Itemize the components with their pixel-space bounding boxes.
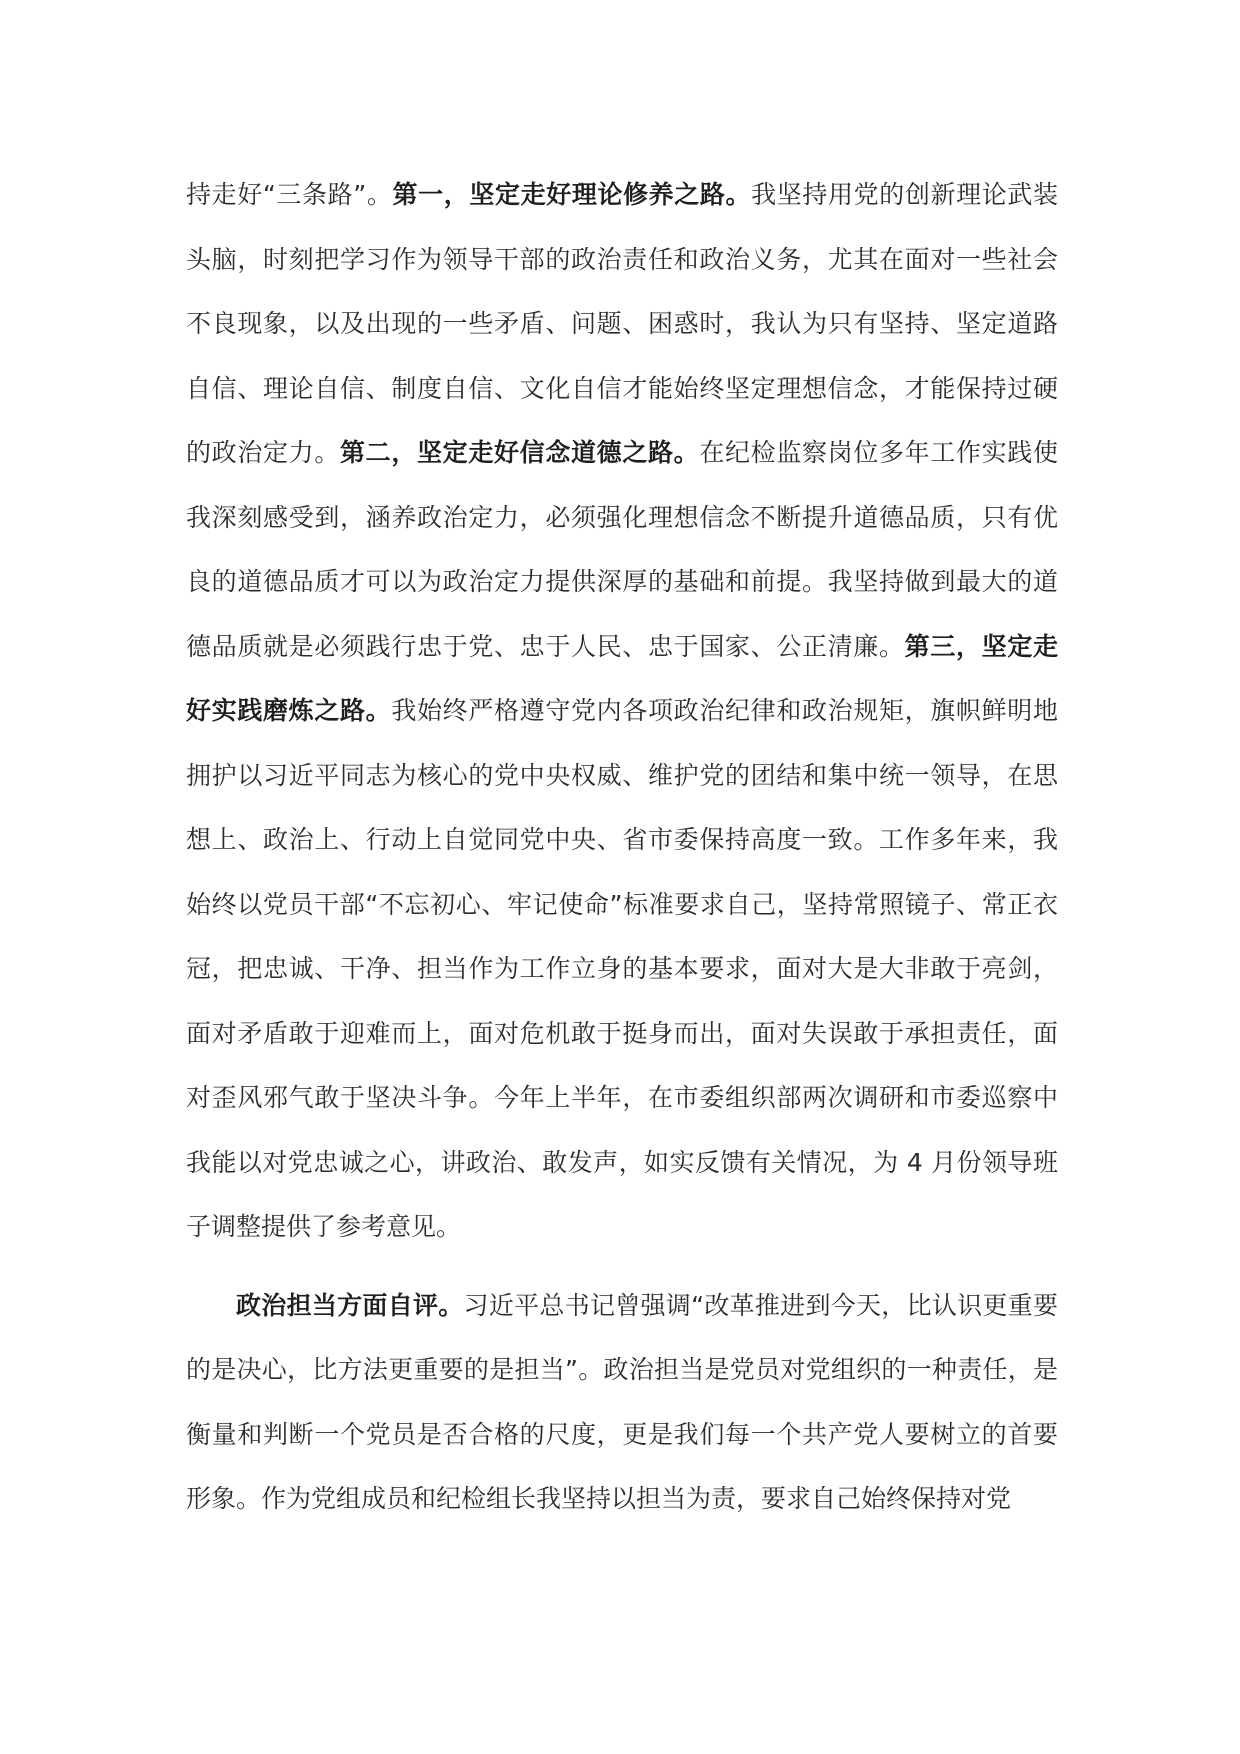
text-run: 习近平总书记曾强调“改革推进到今天，比认识更重要的是决心，比方法更重要的是担当”。政治担当是党员对党组织的一种责任，是衡量和判断一个党员是否合格的尺度，更是我们每一个共产党人要树立的首要形象。作为党组成员和纪检组长我坚持以担当为责，要求自己始终保持对党 (186, 1290, 1058, 1513)
paragraph-three-roads (186, 163, 1058, 1260)
heading-third-road: 第三，坚定走好实践磨炼之路。 (186, 631, 1058, 725)
document-body (186, 163, 1058, 1532)
paragraph-political-responsibility (186, 1274, 1058, 1532)
text-run: 我坚持用党的创新理论武装头脑，时刻把学习作为领导干部的政治责任和政治义务，尤其在面对一些社会不良现象，以及出现的一些矛盾、问题、困惑时，我认为只有坚持、坚定道路自信、理论自信、制度自信、文化自信才能始终坚定理想信念，才能保持过硬的政治定力。 (186, 180, 1058, 467)
heading-second-road: 第二，坚定走好信念道德之路。 (340, 438, 700, 467)
heading-first-road: 第一，坚定走好理论修养之路。 (392, 180, 752, 209)
text-run: 持走好“三条路”。 (186, 180, 393, 209)
heading-political-responsibility: 政治担当方面自评。 (236, 1290, 464, 1320)
text-run: 在纪检监察岗位多年工作实践使我深刻感受到，涵养政治定力，必须强化理想信念不断提升道德品质，只有优良的道德品质才可以为政治定力提供深厚的基础和前提。我坚持做到最大的道德品质就是必须践行忠于党、忠于人民、忠于国家、公正清廉。 (186, 438, 1058, 661)
text-run: 我始终严格遵守党内各项政治纪律和政治规矩，旗帜鲜明地拥护以习近平同志为核心的党中央权威、维护党的团结和集中统一领导，在思想上、政治上、行动上自觉同党中央、省市委保持高度一致。工作多年来，我始终以党员干部“不忘初心、牢记使命”标准要求自己，坚持常照镜子、常正衣冠，把忠诚、干净、担当作为工作立身的基本要求，面对大是大非敢于亮剑，面对矛盾敢于迎难而上，面对危机敢于挺身而出，面对失误敢于承担责任，面对歪风邪气敢于坚决斗争。今年上半年，在市委组织部两次调研和市委巡察中我能以对党忠诚之心，讲政治、敢发声，如实反馈有关情况，为 4 月份领导班子调整提供了参考意见。 (186, 696, 1058, 1241)
